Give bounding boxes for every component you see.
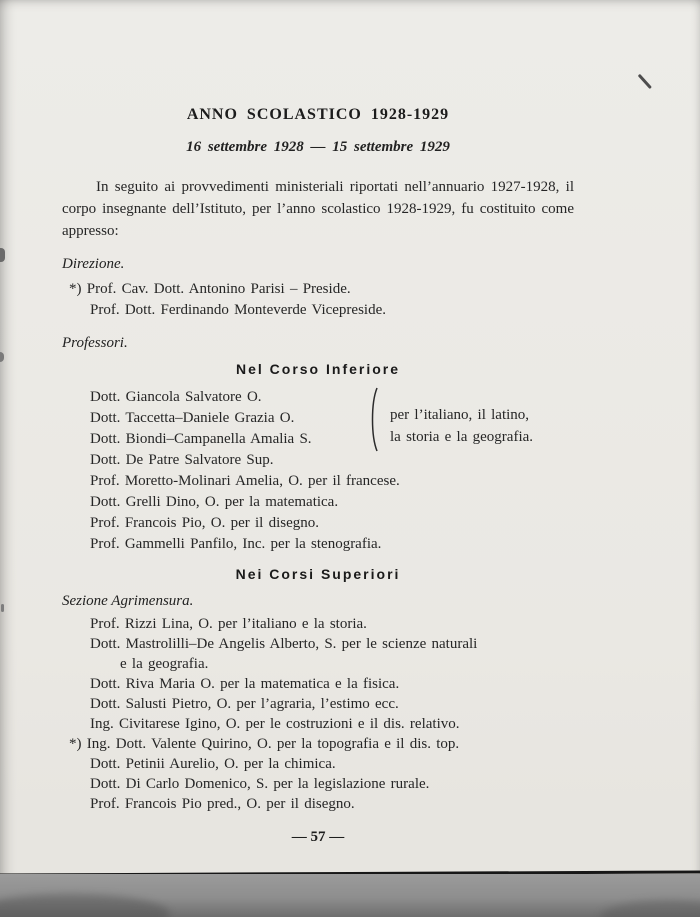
direzione-list [69, 279, 574, 321]
teacher-name-line: Dott. Giancola Salvatore O. [90, 389, 262, 405]
inferiore-item: Dott. Grelli Dino, O. per la matematica. [90, 494, 339, 510]
sezione-heading: Sezione Agrimensura. [62, 593, 194, 609]
superiori-item-continuation: e la geografia. [120, 656, 209, 672]
scan-speck-artifact [0, 352, 4, 362]
inferiore-teacher-group [90, 387, 574, 471]
superiori-item: Dott. Riva Maria O. per la matematica e la fisica. [90, 676, 400, 692]
superiori-item: *) Ing. Dott. Valente Quirino, O. per la topografia e il dis. top. [69, 736, 460, 752]
superiori-item: Prof. Rizzi Lina, O. per l’italiano e la storia. [90, 616, 367, 632]
subjects-note-line: la storia e la geografia. [390, 429, 534, 445]
page-content [62, 104, 574, 848]
page-subtitle: 16 settembre 1928 — 15 settembre 1929 [186, 139, 450, 155]
teacher-name-line: Dott. Taccetta–Daniele Grazia O. [90, 410, 295, 426]
scan-speck-artifact [0, 248, 5, 262]
inferiore-list [90, 471, 574, 555]
superiori-item: Prof. Francois Pio pred., O. per il disegno. [90, 796, 355, 812]
teacher-name-line: Dott. De Patre Salvatore Sup. [90, 452, 274, 468]
superiori-item: Dott. Petinii Aurelio, O. per la chimica. [90, 756, 336, 772]
page-number: — 57 — [291, 829, 345, 845]
inferiore-item: Prof. Moretto-Molinari Amelia, O. per il francese. [90, 473, 400, 489]
scan-mark-artifact [638, 74, 652, 89]
superiori-list [69, 614, 574, 814]
inferiore-item: Prof. Francois Pio, O. per il disegno. [90, 515, 319, 531]
page-title: ANNO SCOLASTICO 1928-1929 [186, 106, 450, 123]
direzione-item: Prof. Dott. Ferdinando Monteverde Vicepreside. [90, 302, 387, 318]
brace-mark [366, 387, 380, 453]
superiori-item: Dott. Salusti Pietro, O. per l’agraria, l’estimo ecc. [90, 696, 399, 712]
teacher-name-line: Dott. Biondi–Campanella Amalia S. [90, 431, 312, 447]
corsi-superiori-heading: Nei Corsi Superiori [235, 566, 401, 582]
superiori-item: Dott. Di Carlo Domenico, S. per la legislazione rurale. [90, 776, 430, 792]
superiori-item: Ing. Civitarese Igino, O. per le costruzioni e il dis. relativo. [90, 716, 460, 732]
subjects-note-line: per l’italiano, il latino, [390, 407, 530, 423]
superiori-item: Dott. Mastrolilli–De Angelis Alberto, S. per le scienze naturali [90, 636, 478, 652]
direzione-heading: Direzione. [62, 256, 125, 272]
scan-speck-artifact [1, 604, 4, 612]
professori-heading: Professori. [62, 335, 128, 351]
inferiore-item: Prof. Gammelli Panfilo, Inc. per la stenografia. [90, 536, 382, 552]
corso-inferiore-heading: Nel Corso Inferiore [235, 361, 401, 377]
subjects-note [390, 404, 533, 448]
direzione-item: *) Prof. Cav. Dott. Antonino Parisi – Preside. [69, 281, 351, 297]
intro-paragraph: In seguito ai provvedimenti ministeriali riportati nell’annuario 1927-1928, il corpo insegnante dell’Istituto, per l’anno scolastico 1928-1929, fu costituito come appresso: [62, 179, 574, 239]
